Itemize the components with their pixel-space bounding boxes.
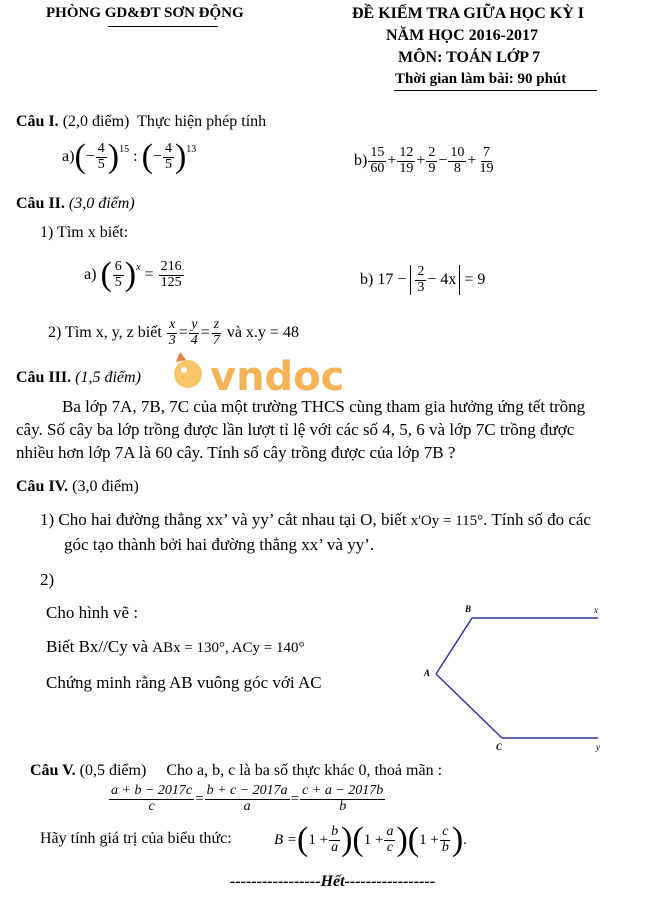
school-name: PHÒNG GD&ĐT SƠN ĐỘNG — [46, 5, 244, 21]
segment-ac — [436, 674, 502, 738]
q1-part-a: a) ( − $\frac{4}{5}$ ) 15 : ( − $\frac{4}{5}$ ) 13 — [62, 138, 197, 175]
q1-heading: Câu I. (2,0 điểm) Thực hiện phép tính — [16, 113, 267, 130]
q3-line3: nhiều hơn lớp 7A là 60 cây. Tính số cây trồng được của lớp 7B ? — [16, 443, 456, 462]
q5-heading: Câu V. (0,5 điểm) Cho a, b, c là ba số thực khác 0, thoả mãn : — [30, 762, 443, 779]
q5-equality: $\frac{a + b - 2017c}{c}$ = $\frac{b + c - 2017a}{a}$ = $\frac{c + a - 2017b}{b}$ — [111, 783, 384, 814]
q1-part-b: b) $\frac{15}{60}$ + $\frac{12}{19}$ + $\frac{2}{9}$ − $\frac{10}{8}$ + $\frac{7}{19}$ — [354, 145, 494, 176]
q2-heading: Câu II. (3,0 điểm) — [16, 195, 135, 212]
geometry-figure — [410, 598, 630, 758]
exam-time: Thời gian làm bài: 90 phút — [395, 71, 567, 87]
school-year: NĂM HỌC 2016-2017 — [386, 27, 538, 44]
segment-ab — [436, 618, 472, 674]
q3-line1: Ba lớp 7A, 7B, 7C của một trường THCS cùng tham gia hưởng ứng tết trồng — [62, 397, 586, 416]
point-c-label: C — [496, 742, 503, 752]
q4-heading: Câu IV. (3,0 điểm) — [16, 478, 139, 495]
q4-known: Biết Bx//Cy và ABx = 130°, ACy = 140° — [46, 637, 305, 656]
q2-part1: 1) Tìm x biết: — [40, 224, 129, 241]
time-underline — [394, 90, 597, 91]
exam-title: ĐỀ KIỂM TRA GIỮA HỌC KỲ I — [352, 5, 585, 22]
q4-part1-line2: góc tạo thành bởi hai đường thẳng xx’ và yy’. — [64, 535, 375, 554]
vndoc-logo — [170, 350, 390, 402]
q2-part-b: b) 17 − $\frac{2}{3}$ − 4x = 9 — [360, 264, 486, 295]
point-b-label: B — [465, 604, 472, 614]
q5-ask: Hãy tính giá trị của biểu thức: — [40, 830, 232, 847]
point-x-label: x — [594, 605, 598, 615]
q3-heading: Câu III. (1,5 điểm) — [16, 369, 141, 386]
q4-prove: Chứng minh rằng AB vuông góc với AC — [46, 673, 322, 692]
q2-part-a: a) ( $\frac{6}{5}$ ) x = $\frac{216}{125}$ — [84, 256, 182, 293]
q3-line2: cây. Số cây ba lớp trồng được lần lượt tỉ lệ với các số 4, 5, 6 và lớp 7C trồng được — [16, 420, 575, 439]
subject: MÔN: TOÁN LỚP 7 — [398, 49, 541, 66]
q4-given: Cho hình vẽ : — [46, 603, 139, 622]
q5-expression: B = ( 1 + $\frac{b}{a}$ )( 1 + $\frac{a}{c}$ )( 1 + $\frac{c}{b}$ ) . — [274, 821, 467, 858]
end-marker: -----------------Hết----------------- — [230, 873, 436, 890]
svg-text:vndoc: vndoc — [210, 354, 345, 400]
school-underline — [108, 26, 218, 27]
point-a-label: A — [424, 668, 431, 678]
q4-part1-line1: 1) Cho hai đường thẳng xx’ và yy’ cắt nhau tại O, biết x'Oy = 115°. Tính số đo các — [40, 510, 591, 529]
q4-part2: 2) — [40, 570, 55, 589]
point-y-label: y — [596, 742, 600, 752]
q2-part2: 2) Tìm x, y, z biết $\frac{x}{3}$ = $\frac{y}{4}$ = $\frac{z}{7}$ và x.y = 48 — [48, 317, 299, 348]
